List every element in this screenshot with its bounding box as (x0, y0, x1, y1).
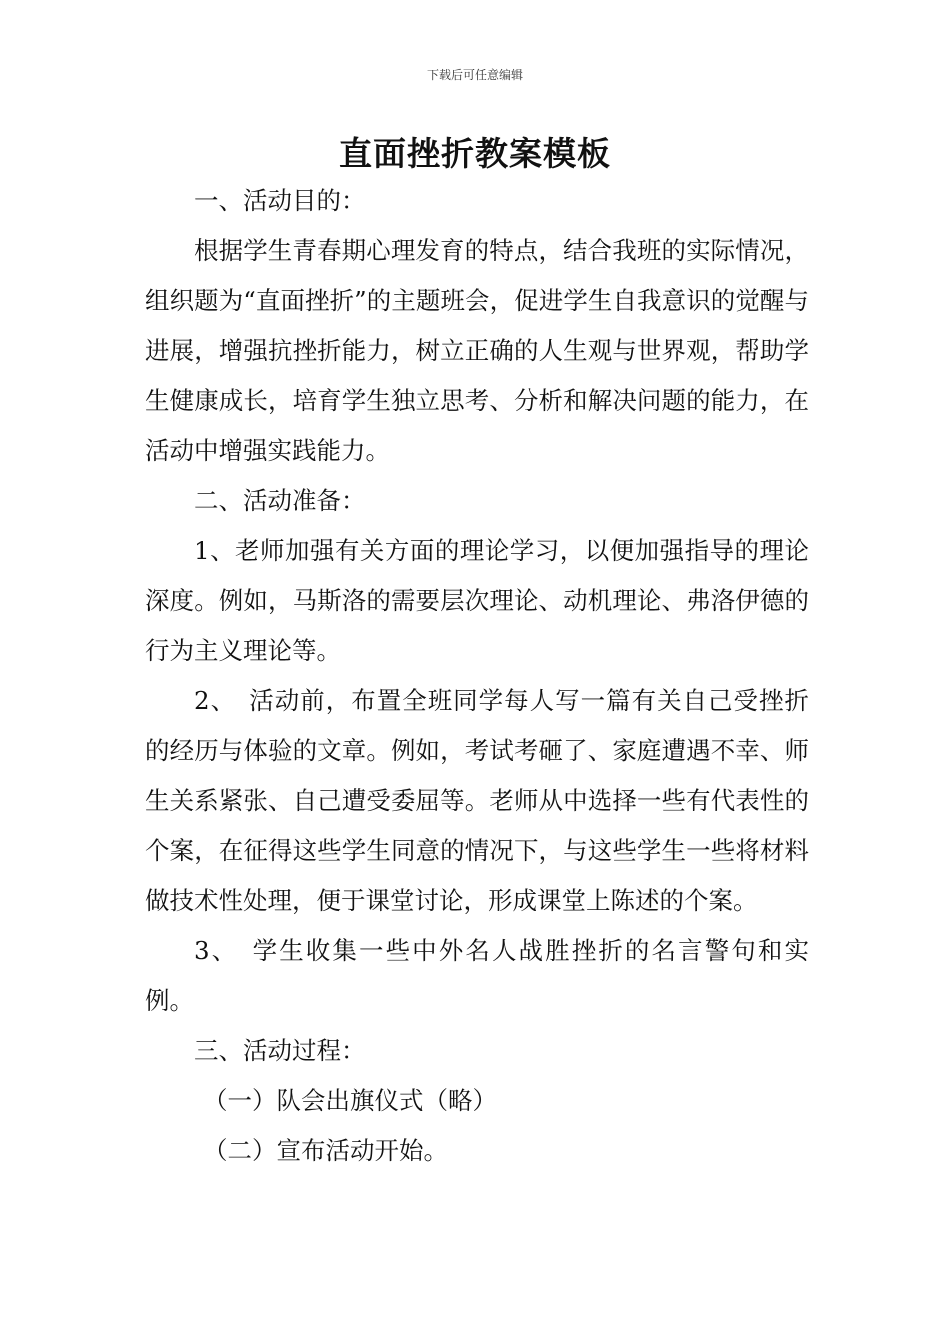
section-heading-process: 三、活动过程： (194, 1036, 366, 1065)
preparation-item-3: 3、 学生收集一些中外名人战胜挫折的名言警句和实例。 (145, 936, 809, 1015)
process-item-1: （一）队会出旗仪式（略） (203, 1086, 497, 1115)
section-heading-preparation: 二、活动准备： (194, 486, 366, 515)
section-heading-objectives: 一、活动目的： (194, 186, 366, 215)
objectives-paragraph: 根据学生青春期心理发育的特点，结合我班的实际情况，组织题为“直面挫折”的主题班会，促进学生自我意识的觉醒与进展，增强抗挫折能力，树立正确的人生观与世界观，帮助学生健康成长，培育学生独立思考、分析和解决问题的能力，在活动中增强实践能力。 (145, 236, 809, 465)
preparation-item-1: 1、老师加强有关方面的理论学习，以便加强指导的理论深度。例如，马斯洛的需要层次理论、动机理论、弗洛伊德的行为主义理论等。 (145, 536, 809, 665)
preparation-item-2: 2、 活动前，布置全班同学每人写一篇有关自己受挫折的经历与体验的文章。例如，考试考砸了、家庭遭遇不幸、师生关系紧张、自己遭受委屈等。老师从中选择一些有代表性的个案，在征得这些学生同意的情况下，与这些学生一些将材料做技术性处理，便于课堂讨论，形成课堂上陈述的个案。 (145, 686, 809, 915)
process-item-2: （二）宣布活动开始。 (203, 1136, 448, 1165)
header-note: 下载后可任意编辑 (426, 68, 523, 82)
document-body (145, 176, 809, 1176)
document-title: 直面挫折教案模板 (339, 134, 611, 173)
